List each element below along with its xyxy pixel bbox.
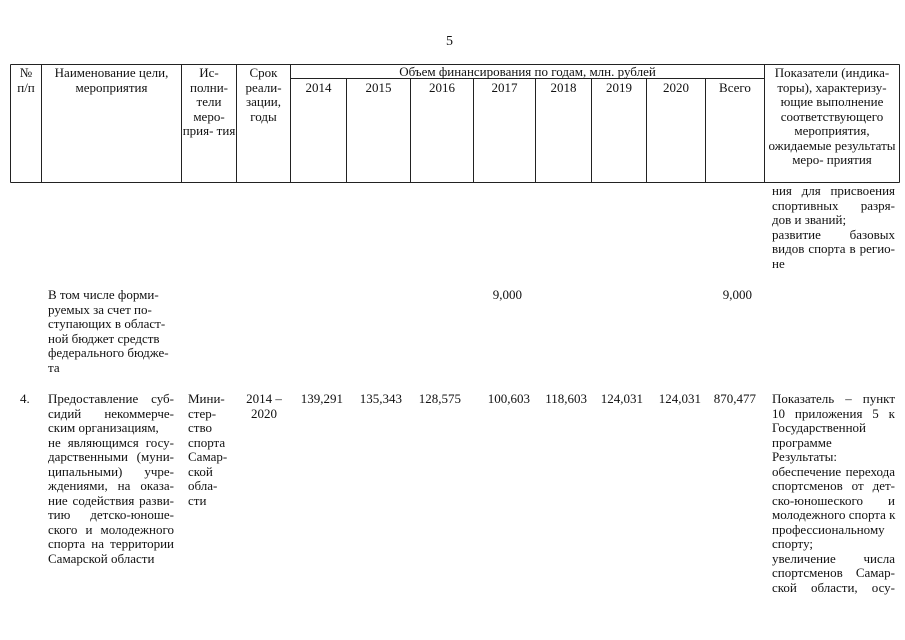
header-term: Срок реали- зации, годы (245, 65, 282, 124)
header-name: Наименование цели, мероприятия (54, 65, 169, 95)
header-year-2018: 2018 (550, 80, 577, 95)
row4-number: 4. (20, 391, 30, 406)
row4-value-2019: 124,031 (600, 391, 643, 406)
header-total: Всего (719, 80, 751, 95)
header-indicators: Показатели (индика- торы), характеризу- ющие выполнение соответствующего мероприятия, ожидаемые результаты меро- приятия (768, 65, 896, 167)
header-num-text: № п/п (17, 65, 35, 95)
header-year-2015: 2015 (365, 80, 392, 95)
federal-total-value: 9,000 (722, 287, 752, 302)
header-num (11, 66, 41, 95)
continued-indicator: ния для присвоения спортивных разря- дов и званий; развитие базовых видов спорта в регио- не (772, 183, 895, 271)
header-year-2020: 2020 (663, 80, 689, 95)
header-financing: Объем финансирования по годам, млн. рублей (399, 64, 656, 79)
header-exec: Ис- полни- тели меро- прия- тия (182, 65, 236, 138)
federal-2017-value: 9,000 (492, 287, 522, 302)
row4-value-2017: 100,603 (487, 391, 530, 406)
row4-value-2015: 135,343 (359, 391, 402, 406)
header-year-2019: 2019 (606, 80, 632, 95)
row4-value-2016: 128,575 (418, 391, 461, 406)
row4-indicator: Показатель – пункт 10 приложения 5 к Государственной программе Результаты: обеспечение перехода спортсменов от дет- ско-юношеского и молодежного спорта к профессиональному спорту; увеличение числа спортсменов Самар- ской области, осу- (772, 391, 896, 595)
row4-value-2014: 139,291 (300, 391, 343, 406)
row4-total: 870,477 (713, 391, 756, 406)
header-year-2016: 2016 (429, 80, 455, 95)
header-year-2017: 2017 (491, 80, 518, 95)
page-number: 5 (446, 34, 453, 49)
row4-term: 2014 – 2020 (246, 391, 282, 421)
header-year-2014: 2014 (305, 80, 332, 95)
federal-budget-label: В том числе форми- руемых за счет по- ступающих в област- ной бюджет средств федерального бюдже- та (48, 287, 169, 375)
row4-executor: Мини- стер- ство спорта Самар- ской обла- сти (188, 391, 228, 508)
row4-value-2018: 118,603 (545, 391, 587, 406)
row4-value-2020: 124,031 (658, 391, 701, 406)
row4-name: Предоставление суб- сидий некоммерче- ским организациям, не являющимся госу- дарственными (муни- ципальными) учре- ждениями, на оказа- ние содействия разви- тию детско-юноше- ского и молодежного спорта на территории Самарской области (48, 391, 174, 566)
